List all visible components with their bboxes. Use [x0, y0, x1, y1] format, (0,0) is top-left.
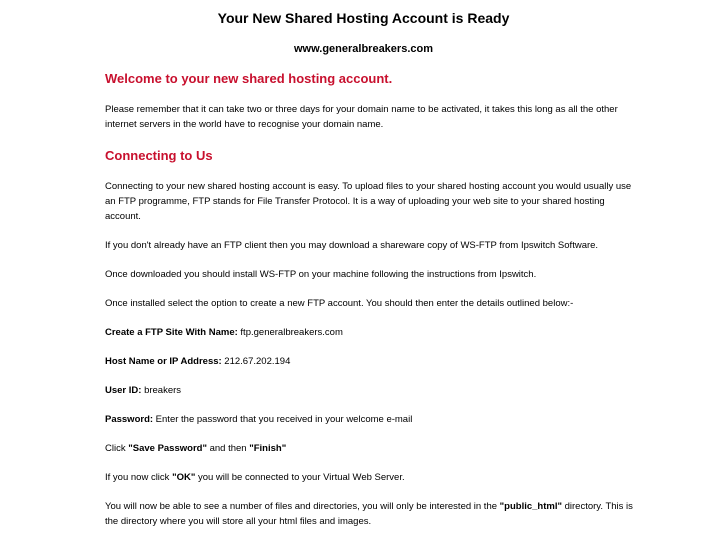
- ok-text: "OK": [172, 472, 196, 483]
- welcome-heading: Welcome to your new shared hosting account.: [105, 71, 393, 86]
- password-label: Password:: [105, 414, 154, 425]
- finish-text: "Finish": [249, 443, 287, 454]
- click-prefix: Click: [105, 443, 129, 454]
- password-row: [105, 412, 635, 427]
- user-id-label: User ID:: [105, 385, 142, 396]
- public-html-text: "public_html": [499, 501, 562, 512]
- user-row: [105, 383, 635, 398]
- files-suffix: directory. This is the directory where you will store all your html files and images.: [105, 501, 633, 527]
- content: [105, 70, 635, 529]
- ok-suffix: you will be connected to your Virtual Web Server.: [195, 472, 405, 483]
- install-paragraph: Once downloaded you should install WS-FTP on your machine following the instructions from Ipswitch.: [105, 269, 537, 280]
- host-label: Host Name or IP Address:: [105, 356, 222, 367]
- connecting-paragraph: Connecting to your new shared hosting account is easy. To upload files to your shared hosting account you would usually use an FTP programme, FTP stands for File Transfer Protocol. It is a way of uploading your web site to your shared hosting account.: [105, 181, 632, 222]
- ftp-site-value: ftp.generalbreakers.com: [237, 327, 343, 338]
- ftp-client-paragraph: If you don't already have an FTP client then you may download a shareware copy of WS-FTP from Ipswitch Software.: [105, 240, 599, 251]
- click-ok-row: [105, 470, 635, 485]
- welcome-paragraph: Please remember that it can take two or three days for your domain name to be activated, it takes this long as all the other internet servers in the world have to recognise your domain name.: [105, 104, 618, 130]
- domain-name: www.generalbreakers.com: [294, 43, 433, 55]
- user-id-value: breakers: [141, 385, 182, 396]
- ok-prefix: If you now click: [105, 472, 173, 483]
- save-password-text: "Save Password": [128, 443, 207, 454]
- ftp-site-label: Create a FTP Site With Name:: [105, 327, 238, 338]
- page-title: Your New Shared Hosting Account is Ready: [217, 10, 510, 26]
- create-account-paragraph: Once installed select the option to create a new FTP account. You should then enter the details outlined below:-: [105, 298, 574, 309]
- files-prefix: You will now be able to see a number of files and directories, you will only be interested in the: [105, 501, 500, 512]
- host-value: 212.67.202.194: [221, 356, 291, 367]
- host-row: [105, 354, 635, 369]
- and-then-text: and then: [206, 443, 250, 454]
- ftp-site-row: [105, 325, 635, 340]
- click-save-row: [105, 441, 635, 456]
- public-html-paragraph: [105, 499, 635, 529]
- password-value: Enter the password that you received in your welcome e-mail: [153, 414, 413, 425]
- connecting-heading: Connecting to Us: [105, 148, 213, 163]
